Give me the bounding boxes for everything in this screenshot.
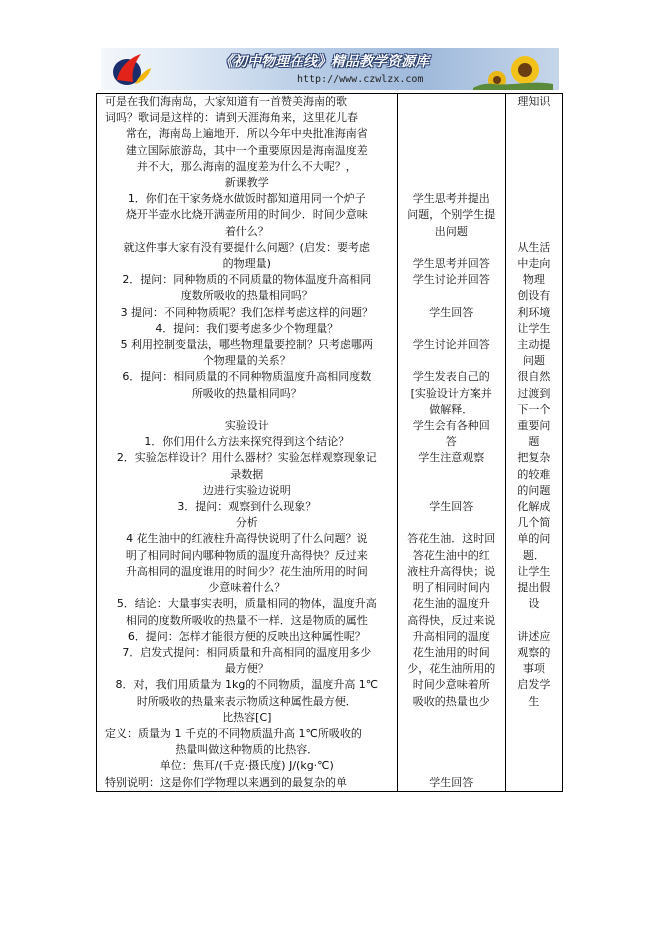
teacher-line: 就这件事大家有没有要提什么问题？(启发：要考虑 (123, 240, 370, 254)
intent-line: 提出假 (517, 581, 551, 595)
table-row (97, 94, 563, 792)
student-line (401, 353, 502, 369)
student-line: 做解释． (429, 402, 474, 416)
teacher-line: 可是在我们海南岛，大家知道有一首赞美海南的歌 (105, 95, 347, 108)
student-line (401, 726, 502, 742)
student-line: 升高相同的温度 (412, 629, 490, 643)
intent-line: 题． (522, 548, 545, 562)
student-line (401, 126, 502, 142)
logo-icon (107, 50, 153, 88)
intent-line: 过渡到 (517, 386, 551, 400)
teacher-line: 3．提问：观察到什么现象？ (177, 500, 317, 514)
teacher-activity-cell (97, 94, 398, 792)
intent-line: 观察的 (517, 645, 551, 659)
intent-line: 中走向 (517, 257, 551, 271)
intent-line: 主动提 (517, 338, 551, 352)
student-line: 学生思考并提出 (412, 192, 490, 206)
student-line (401, 240, 502, 256)
teacher-line: 明了相同时间内哪种物质的温度升高得快？反过来 (125, 548, 368, 562)
teacher-line: 热量叫做这种物质的比热容． (175, 743, 319, 757)
intent-line: 从生活 (517, 240, 551, 254)
intent-line: 把复杂 (517, 451, 551, 465)
teacher-line: 新课教学 (224, 176, 269, 190)
student-line: [实验设计方案并 (410, 386, 492, 400)
sunflower-icon (473, 50, 553, 90)
intent-line: 重要问 (517, 419, 551, 433)
student-line: 学生会有各种回 (412, 419, 490, 433)
teacher-line (101, 402, 393, 418)
intent-line: 化解成 (517, 500, 551, 514)
student-line: 高得快，反过来说 (407, 613, 496, 627)
teacher-line: 升高相同的温度谁用的时间少？花生油所用的时间 (125, 564, 368, 578)
teacher-line: 6．提问：怎样才能很方便的反映出这种属性呢？ (127, 629, 366, 643)
teacher-line: 边进行实验边说明 (202, 483, 291, 497)
teacher-line: 的物理量) (222, 257, 271, 271)
teacher-line: 7．启发式提问：相同质量和升高相同的温度用多少 (122, 645, 372, 659)
teacher-line: 4．提问：我们要考虑多少个物理量？ (155, 321, 339, 335)
intent-line: 设 (528, 597, 540, 611)
student-line: 明了相同时间内 (412, 581, 490, 595)
intent-line (508, 224, 560, 240)
student-line: 学生讨论并回答 (412, 338, 490, 352)
student-line: 学生回答 (429, 500, 474, 514)
intent-line: 下一个 (517, 402, 551, 416)
student-line: 学生讨论并回答 (412, 273, 490, 287)
teacher-line: 最方便？ (224, 662, 269, 676)
intent-line: 物理 (522, 273, 545, 287)
student-line: 吸收的热量也少 (412, 694, 490, 708)
student-line (401, 710, 502, 726)
student-line: 学生回答 (429, 775, 474, 789)
teacher-line: 单位：焦耳/(千克·摄氏度) J/(kg·℃) (159, 759, 334, 773)
student-line (401, 143, 502, 159)
intent-line: 让学生 (517, 321, 551, 335)
student-line (401, 288, 502, 304)
intent-line: 的问题 (517, 483, 551, 497)
student-line (401, 175, 502, 191)
design-intent-cell (505, 94, 562, 792)
student-line: 答花生油中的红 (412, 548, 490, 562)
teacher-line: 特别说明：这是你们学物理以来遇到的最复杂的单 (105, 775, 347, 789)
teacher-line: 定义：质量为 1 千克的不同物质温升高 1℃所吸收的 (105, 726, 362, 740)
banner-url[interactable]: http://www.czwlzx.com (297, 74, 424, 85)
teacher-line: 所吸收的热量相同吗？ (191, 386, 302, 400)
teacher-line: 实验设计 (224, 419, 269, 433)
student-line (401, 467, 502, 483)
student-line (401, 159, 502, 175)
teacher-line: 5 利用控制变量法，哪些物理量要控制？只考虑哪两 (120, 338, 374, 352)
intent-line (508, 126, 560, 142)
teacher-line: 个物理量的关系？ (202, 354, 291, 368)
teacher-line: 常在，海南岛上遍地开．所以今年中央批准海南省 (125, 127, 368, 141)
intent-line: 题 (528, 435, 540, 449)
student-line: 少，花生油所用的 (407, 662, 496, 676)
intent-line: 创设有 (517, 289, 551, 303)
intent-line: 生 (528, 694, 540, 708)
intent-line: 启发学 (517, 678, 551, 692)
teacher-line: 5．结论：大量事实表明，质量相同的物体，温度升高 (116, 597, 377, 611)
teacher-line: 录数据 (230, 467, 264, 481)
teacher-line: 着什么？ (224, 224, 269, 238)
intent-line (508, 143, 560, 159)
student-line (401, 758, 502, 774)
student-line: 学生注意观察 (418, 451, 485, 465)
teacher-line: 8．对，我们用质量为 1kg的不同物质，温度升高 1℃ (115, 678, 379, 692)
student-line: 花生油的温度升 (412, 597, 490, 611)
intent-line (508, 175, 560, 191)
student-line: 时间少意味着所 (412, 678, 490, 692)
intent-line: 单的问 (517, 532, 551, 546)
student-activity-cell (397, 94, 505, 792)
teacher-line: 2．实验怎样设计？用什么器材？实验怎样观察现象记 (116, 451, 377, 465)
intent-line (508, 159, 560, 175)
teacher-line: 词吗？歌词是这样的：请到天涯海角来，这里花儿春 (105, 111, 358, 125)
intent-line: 让学生 (517, 564, 551, 578)
lesson-plan-table (96, 93, 563, 792)
teacher-line: 时所吸收的热量来表示物质这种属性最方便． (136, 694, 357, 708)
intent-line (508, 207, 560, 223)
header-banner (101, 48, 559, 90)
intent-line: 的较难 (517, 467, 551, 481)
teacher-line: 3 提问：不同种物质呢？我们怎样考虑这样的问题？ (120, 305, 374, 319)
teacher-line: 4 花生油中的红液柱升高得快说明了什么问题？说 (126, 532, 368, 546)
student-line: 答 (445, 435, 457, 449)
teacher-line: 分析 (235, 516, 258, 530)
student-line: 学生发表自己的 (412, 370, 490, 384)
student-line: 出问题 (434, 224, 468, 238)
teacher-line: 1．你们在干家务烧水做饭时都知道用同一个炉子 (127, 192, 366, 206)
teacher-line: 度数所吸收的热量相同吗？ (180, 289, 313, 303)
student-line: 液柱升高得快；说 (407, 564, 496, 578)
banner-title: 《初中物理在线》精品教学资源库 (219, 54, 429, 70)
student-line: 问题，个别学生提 (407, 208, 496, 222)
student-line (401, 94, 502, 110)
student-line (401, 321, 502, 337)
intent-line: 很自然 (517, 370, 551, 384)
intent-line (508, 613, 560, 629)
intent-line: 事项 (522, 662, 545, 676)
intent-line: 利环境 (517, 305, 551, 319)
student-line (401, 110, 502, 126)
student-line: 花生油用的时间 (412, 645, 490, 659)
intent-line (508, 191, 560, 207)
intent-line: 问题 (522, 354, 545, 368)
student-line: 答花生油．这时回 (407, 532, 496, 546)
intent-line (508, 110, 560, 126)
intent-line: 讲述应 (517, 629, 551, 643)
teacher-line: 6．提问：相同质量的不同种物质温度升高相同度数 (122, 370, 372, 384)
teacher-line: 建立国际旅游岛，其中一个重要原因是海南温度差 (125, 143, 368, 157)
student-line (401, 483, 502, 499)
teacher-line: 少意味着什么？ (208, 581, 286, 595)
student-line: 学生思考并回答 (412, 257, 490, 271)
intent-line: 理知识 (517, 95, 551, 108)
teacher-line: 相同的度数所吸收的热量不一样．这是物质的属性 (125, 613, 368, 627)
teacher-line: 1．你们用什么方法来探究得到这个结论？ (144, 435, 350, 449)
intent-line: 几个简 (517, 516, 551, 530)
student-line: 学生回答 (429, 305, 474, 319)
teacher-line: 2．提问：同种物质的不同质量的物体温度升高相同 (122, 273, 372, 287)
student-line (401, 742, 502, 758)
teacher-line: 烧开半壶水比烧开满壶所用的时间少．时间少意味 (125, 208, 368, 222)
student-line (401, 515, 502, 531)
teacher-line: 并不大，那么海南的温度差为什么不大呢？， (136, 159, 357, 173)
teacher-line: 比热容[C] (222, 710, 272, 724)
